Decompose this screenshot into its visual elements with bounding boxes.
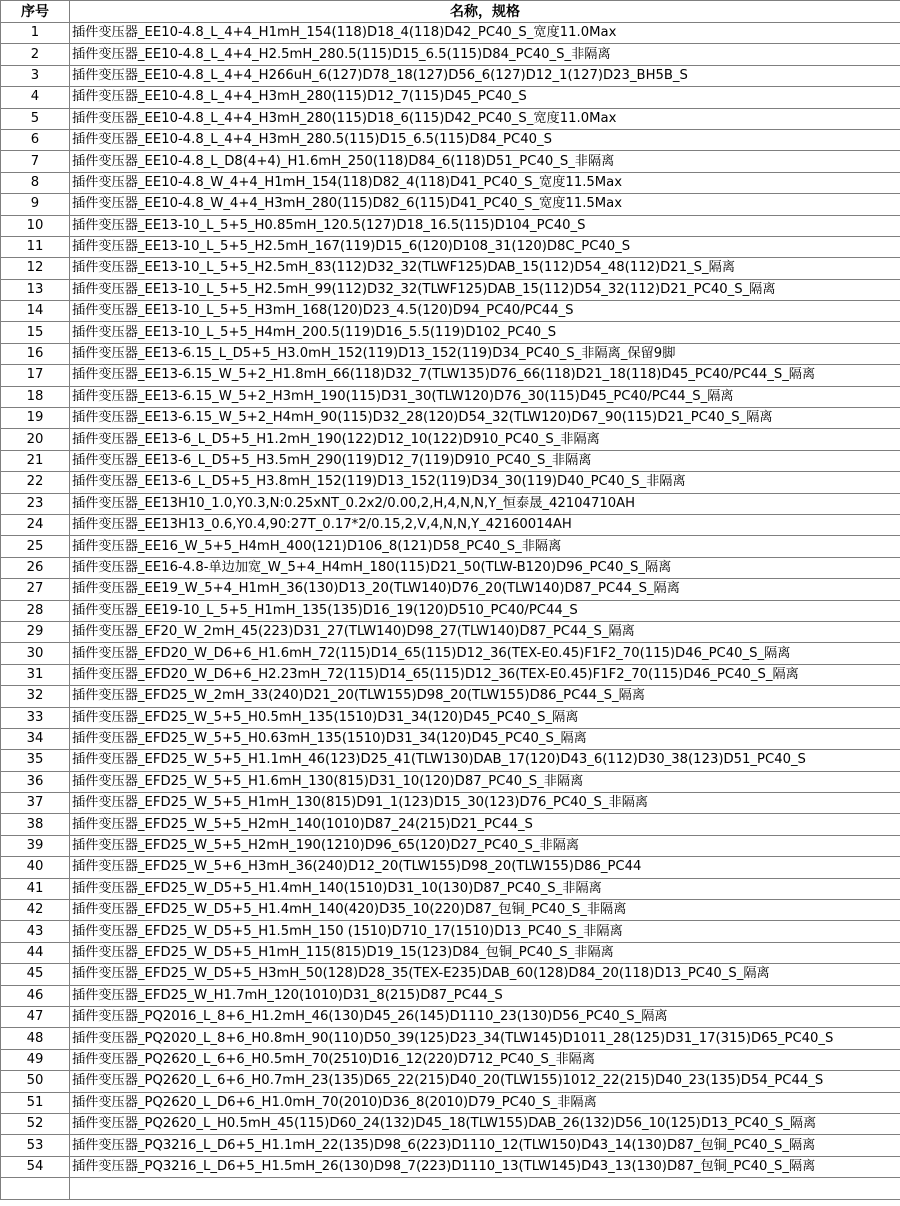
row-number-cell[interactable]: 28 [1,600,70,621]
row-number-cell[interactable]: 31 [1,664,70,685]
row-number-cell[interactable]: 19 [1,408,70,429]
table-row [1,643,900,664]
table-row [1,1049,900,1070]
row-number-cell[interactable]: 34 [1,728,70,749]
table-row [1,365,900,386]
table-row [1,771,900,792]
table-row [1,664,900,685]
name-spec-cell[interactable]: 插件变压器_EE10-4.8_W_4+4_H1mH_154(118)D82_4(118)D41_PC40_S_宽度11.5Max [70,172,900,193]
name-spec-cell[interactable]: 插件变压器_EE13-6.15_W_5+2_H4mH_90(115)D32_28(120)D54_32(TLW120)D67_90(115)D21_PC40_S_隔离 [70,408,900,429]
name-spec-cell[interactable]: 插件变压器_EE19-10_L_5+5_H1mH_135(135)D16_19(120)D510_PC40/PC44_S [70,600,900,621]
row-number-cell[interactable]: 24 [1,514,70,535]
name-spec-cell[interactable]: 插件变压器_EE13-10_L_5+5_H0.85mH_120.5(127)D18_16.5(115)D104_PC40_S [70,215,900,236]
name-spec-cell[interactable]: 插件变压器_EE10-4.8_L_D8(4+4)_H1.6mH_250(118)D84_6(118)D51_PC40_S_非隔离 [70,151,900,172]
name-spec-cell[interactable]: 插件变压器_EF20_W_2mH_45(223)D31_27(TLW140)D98_27(TLW140)D87_PC44_S_隔离 [70,621,900,642]
row-number-cell[interactable]: 20 [1,429,70,450]
name-spec-cell[interactable]: 插件变压器_EFD25_W_D5+5_H1.4mH_140(1510)D31_10(130)D87_PC40_S_非隔离 [70,878,900,899]
name-spec-cell[interactable]: 插件变压器_EFD20_W_D6+6_H2.23mH_72(115)D14_65(115)D12_36(TEX-E0.45)F1F2_70(115)D46_PC40_S_隔离 [70,664,900,685]
name-spec-cell[interactable]: 插件变压器_EE13-6.15_W_5+2_H3mH_190(115)D31_30(TLW120)D76_30(115)D45_PC40/PC44_S_隔离 [70,386,900,407]
row-number-cell[interactable]: 6 [1,129,70,150]
table-row [1,557,900,578]
name-spec-cell[interactable]: 插件变压器_PQ3216_L_D6+5_H1.1mH_22(135)D98_6(223)D1110_12(TLW150)D43_14(130)D87_包铜_PC40_S_隔离 [70,1135,900,1156]
empty-row [1,1178,900,1200]
row-number-cell[interactable]: 37 [1,793,70,814]
name-spec-cell[interactable]: 插件变压器_EE16_W_5+5_H4mH_400(121)D106_8(121)D58_PC40_S_非隔离 [70,536,900,557]
name-spec-cell[interactable]: 插件变压器_EE13-6.15_L_D5+5_H3.0mH_152(119)D13_152(119)D34_PC40_S_非隔离_保留9脚 [70,343,900,364]
table-row [1,23,900,44]
table-row [1,236,900,257]
row-number-cell[interactable]: 17 [1,365,70,386]
name-spec-cell[interactable]: 插件变压器_EFD25_W_5+5_H1.1mH_46(123)D25_41(TLW130)DAB_17(120)D43_6(112)D30_38(123)D51_PC40_S [70,750,900,771]
row-number-cell[interactable]: 40 [1,857,70,878]
row-number-cell[interactable]: 48 [1,1028,70,1049]
row-number-cell[interactable]: 39 [1,835,70,856]
table-row [1,1006,900,1027]
name-spec-cell[interactable]: 插件变压器_EE10-4.8_L_4+4_H3mH_280(115)D18_6(115)D42_PC40_S_宽度11.0Max [70,108,900,129]
table-row [1,408,900,429]
table-row [1,964,900,985]
row-number-cell[interactable]: 10 [1,215,70,236]
table-row [1,750,900,771]
name-spec-cell[interactable]: 插件变压器_EFD25_W_5+5_H2mH_190(1210)D96_65(120)D27_PC40_S_非隔离 [70,835,900,856]
name-spec-cell[interactable]: 插件变压器_PQ2620_L_6+6_H0.5mH_70(2510)D16_12(220)D712_PC40_S_非隔离 [70,1049,900,1070]
name-spec-cell[interactable]: 插件变压器_EE13-10_L_5+5_H2.5mH_83(112)D32_32(TLWF125)DAB_15(112)D54_48(112)D21_S_隔离 [70,258,900,279]
table-row [1,279,900,300]
row-number-cell[interactable]: 22 [1,472,70,493]
name-spec-cell[interactable]: 插件变压器_EE13-10_L_5+5_H4mH_200.5(119)D16_5.5(119)D102_PC40_S [70,322,900,343]
table-row [1,514,900,535]
table-row [1,793,900,814]
table-row [1,172,900,193]
name-spec-cell[interactable]: 插件变压器_EE13H10_1.0,Y0.3,N:0.25xNT_0.2x2/0.00,2,H,4,N,N,Y_恒泰晟_42104710AH [70,493,900,514]
table-row [1,878,900,899]
row-number-cell[interactable]: 46 [1,985,70,1006]
name-spec-cell[interactable]: 插件变压器_EFD25_W_5+5_H0.5mH_135(1510)D31_34(120)D45_PC40_S_隔离 [70,707,900,728]
row-number-cell[interactable]: 9 [1,194,70,215]
name-spec-cell[interactable]: 插件变压器_EE10-4.8_L_4+4_H1mH_154(118)D18_4(118)D42_PC40_S_宽度11.0Max [70,23,900,44]
table-row [1,1156,900,1177]
name-spec-cell[interactable]: 插件变压器_EE13-6_L_D5+5_H3.8mH_152(119)D13_152(119)D34_30(119)D40_PC40_S_非隔离 [70,472,900,493]
row-number-cell[interactable]: 30 [1,643,70,664]
table-row [1,472,900,493]
table-row [1,621,900,642]
table-row [1,1135,900,1156]
row-number-cell[interactable]: 42 [1,900,70,921]
table-row [1,728,900,749]
table-row [1,985,900,1006]
row-number-cell[interactable]: 54 [1,1156,70,1177]
name-spec-cell[interactable]: 插件变压器_EFD25_W_D5+5_H1mH_115(815)D19_15(123)D84_包铜_PC40_S_非隔离 [70,942,900,963]
row-number-cell[interactable]: 25 [1,536,70,557]
row-number-cell[interactable]: 3 [1,65,70,86]
name-spec-cell[interactable]: 插件变压器_PQ2620_L_H0.5mH_45(115)D60_24(132)D45_18(TLW155)DAB_26(132)D56_10(125)D13_PC40_S_隔离 [70,1113,900,1134]
name-spec-cell[interactable]: 插件变压器_EFD25_W_5+5_H1.6mH_130(815)D31_10(120)D87_PC40_S_非隔离 [70,771,900,792]
table-row [1,536,900,557]
row-number-cell[interactable]: 53 [1,1135,70,1156]
header-row [1,1,900,23]
row-number-cell[interactable]: 5 [1,108,70,129]
name-spec-cell[interactable]: 插件变压器_EE10-4.8_L_4+4_H3mH_280.5(115)D15_6.5(115)D84_PC40_S [70,129,900,150]
table-row [1,343,900,364]
row-number-cell[interactable]: 7 [1,151,70,172]
name-spec-cell[interactable]: 插件变压器_EE13-6_L_D5+5_H3.5mH_290(119)D12_7(119)D910_PC40_S_非隔离 [70,450,900,471]
table-row [1,429,900,450]
name-spec-cell[interactable]: 插件变压器_EE13-10_L_5+5_H3mH_168(120)D23_4.5(120)D94_PC40/PC44_S [70,301,900,322]
table-row [1,1092,900,1113]
name-spec-cell[interactable]: 插件变压器_EFD25_W_2mH_33(240)D21_20(TLW155)D98_20(TLW155)D86_PC44_S_隔离 [70,686,900,707]
row-number-cell[interactable]: 45 [1,964,70,985]
name-spec-cell[interactable]: 插件变压器_EFD25_W_5+5_H1mH_130(815)D91_1(123)D15_30(123)D76_PC40_S_非隔离 [70,793,900,814]
name-spec-cell[interactable]: 插件变压器_EE19_W_5+4_H1mH_36(130)D13_20(TLW140)D76_20(TLW140)D87_PC44_S_隔离 [70,579,900,600]
table-row [1,1071,900,1092]
row-number-cell[interactable]: 21 [1,450,70,471]
row-number-cell[interactable]: 23 [1,493,70,514]
header-cell-name[interactable]: 名称，规格 [70,1,900,23]
row-number-cell[interactable]: 44 [1,942,70,963]
row-number-cell[interactable]: 16 [1,343,70,364]
table-row [1,707,900,728]
name-spec-cell[interactable]: 插件变压器_EE13H13_0.6,Y0.4,90:27T_0.17*2/0.15,2,V,4,N,N,Y_42160014AH [70,514,900,535]
table-row [1,258,900,279]
row-number-cell[interactable]: 29 [1,621,70,642]
table-row [1,1028,900,1049]
row-number-cell[interactable]: 41 [1,878,70,899]
row-number-cell[interactable]: 38 [1,814,70,835]
name-spec-cell[interactable]: 插件变压器_EE10-4.8_L_4+4_H3mH_280(115)D12_7(115)D45_PC40_S [70,87,900,108]
empty-cell-name[interactable] [70,1178,900,1200]
table-row [1,322,900,343]
name-spec-cell[interactable]: 插件变压器_PQ2620_L_6+6_H0.7mH_23(135)D65_22(215)D40_20(TLW155)1012_22(215)D40_23(135)D54_PC44_S [70,1071,900,1092]
row-number-cell[interactable]: 35 [1,750,70,771]
name-spec-cell[interactable]: 插件变压器_EE10-4.8_W_4+4_H3mH_280(115)D82_6(115)D41_PC40_S_宽度11.5Max [70,194,900,215]
table-row [1,942,900,963]
row-number-cell[interactable]: 14 [1,301,70,322]
name-spec-cell[interactable]: 插件变压器_PQ2620_L_D6+6_H1.0mH_70(2010)D36_8(2010)D79_PC40_S_非隔离 [70,1092,900,1113]
table-row [1,301,900,322]
name-spec-cell[interactable]: 插件变压器_EFD25_W_5+6_H3mH_36(240)D12_20(TLW155)D98_20(TLW155)D86_PC44 [70,857,900,878]
row-number-cell[interactable]: 2 [1,44,70,65]
name-spec-cell[interactable]: 插件变压器_PQ3216_L_D6+5_H1.5mH_26(130)D98_7(223)D1110_13(TLW145)D43_13(130)D87_包铜_PC40_S_隔离 [70,1156,900,1177]
table-row [1,44,900,65]
table-row [1,686,900,707]
table-row [1,65,900,86]
name-spec-cell[interactable]: 插件变压器_EFD25_W_D5+5_H1.5mH_150 (1510)D710_17(1510)D13_PC40_S_非隔离 [70,921,900,942]
row-number-cell[interactable]: 27 [1,579,70,600]
name-spec-cell[interactable]: 插件变压器_EE13-10_L_5+5_H2.5mH_167(119)D15_6(120)D108_31(120)D8C_PC40_S [70,236,900,257]
name-spec-cell[interactable]: 插件变压器_EFD20_W_D6+6_H1.6mH_72(115)D14_65(115)D12_36(TEX-E0.45)F1F2_70(115)D46_PC40_S_隔离 [70,643,900,664]
name-spec-cell[interactable]: 插件变压器_EFD25_W_D5+5_H1.4mH_140(420)D35_10(220)D87_包铜_PC40_S_非隔离 [70,900,900,921]
name-spec-cell[interactable]: 插件变压器_EE13-6_L_D5+5_H1.2mH_190(122)D12_10(122)D910_PC40_S_非隔离 [70,429,900,450]
row-number-cell[interactable]: 36 [1,771,70,792]
row-number-cell[interactable]: 12 [1,258,70,279]
table-row [1,921,900,942]
table-row [1,450,900,471]
table-row [1,857,900,878]
row-number-cell[interactable]: 15 [1,322,70,343]
name-spec-cell[interactable]: 插件变压器_EFD25_W_H1.7mH_120(1010)D31_8(215)D87_PC44_S [70,985,900,1006]
name-spec-cell[interactable]: 插件变压器_PQ2020_L_8+6_H0.8mH_90(110)D50_39(125)D23_34(TLW145)D1011_28(125)D31_17(315)D65_PC40_S [70,1028,900,1049]
name-spec-cell[interactable]: 插件变压器_EFD25_W_D5+5_H3mH_50(128)D28_35(TEX-E235)DAB_60(128)D84_20(118)D13_PC40_S_隔离 [70,964,900,985]
row-number-cell[interactable]: 50 [1,1071,70,1092]
row-number-cell[interactable]: 52 [1,1113,70,1134]
row-number-cell[interactable]: 13 [1,279,70,300]
table-row [1,151,900,172]
row-number-cell[interactable]: 1 [1,23,70,44]
table-row [1,814,900,835]
table-row [1,386,900,407]
table-row [1,493,900,514]
name-spec-cell[interactable]: 插件变压器_EE13-6.15_W_5+2_H1.8mH_66(118)D32_7(TLW135)D76_66(118)D21_18(118)D45_PC40/PC44_S_隔离 [70,365,900,386]
row-number-cell[interactable]: 11 [1,236,70,257]
row-number-cell[interactable]: 33 [1,707,70,728]
table-row [1,215,900,236]
row-number-cell[interactable]: 4 [1,87,70,108]
name-spec-cell[interactable]: 插件变压器_EE16-4.8-单边加宽_W_5+4_H4mH_180(115)D21_50(TLW-B120)D96_PC40_S_隔离 [70,557,900,578]
table-row [1,129,900,150]
name-spec-cell[interactable]: 插件变压器_EE13-10_L_5+5_H2.5mH_99(112)D32_32(TLWF125)DAB_15(112)D54_32(112)D21_PC40_S_隔离 [70,279,900,300]
header-cell-no[interactable]: 序号 [1,1,70,23]
row-number-cell[interactable]: 32 [1,686,70,707]
row-number-cell[interactable]: 18 [1,386,70,407]
empty-cell-no[interactable] [1,1178,70,1200]
row-number-cell[interactable]: 49 [1,1049,70,1070]
table-row [1,900,900,921]
table-row [1,87,900,108]
table-row [1,1113,900,1134]
row-number-cell[interactable]: 43 [1,921,70,942]
row-number-cell[interactable]: 26 [1,557,70,578]
name-spec-cell[interactable]: 插件变压器_PQ2016_L_8+6_H1.2mH_46(130)D45_26(145)D1110_23(130)D56_PC40_S_隔离 [70,1006,900,1027]
row-number-cell[interactable]: 51 [1,1092,70,1113]
table-row [1,579,900,600]
name-spec-cell[interactable]: 插件变压器_EE10-4.8_L_4+4_H2.5mH_280.5(115)D15_6.5(115)D84_PC40_S_非隔离 [70,44,900,65]
table-row [1,600,900,621]
name-spec-cell[interactable]: 插件变压器_EFD25_W_5+5_H2mH_140(1010)D87_24(215)D21_PC44_S [70,814,900,835]
row-number-cell[interactable]: 8 [1,172,70,193]
name-spec-cell[interactable]: 插件变压器_EFD25_W_5+5_H0.63mH_135(1510)D31_34(120)D45_PC40_S_隔离 [70,728,900,749]
table-row [1,835,900,856]
row-number-cell[interactable]: 47 [1,1006,70,1027]
name-spec-cell[interactable]: 插件变压器_EE10-4.8_L_4+4_H266uH_6(127)D78_18(127)D56_6(127)D12_1(127)D23_BH5B_S [70,65,900,86]
table-row [1,108,900,129]
table-row [1,194,900,215]
